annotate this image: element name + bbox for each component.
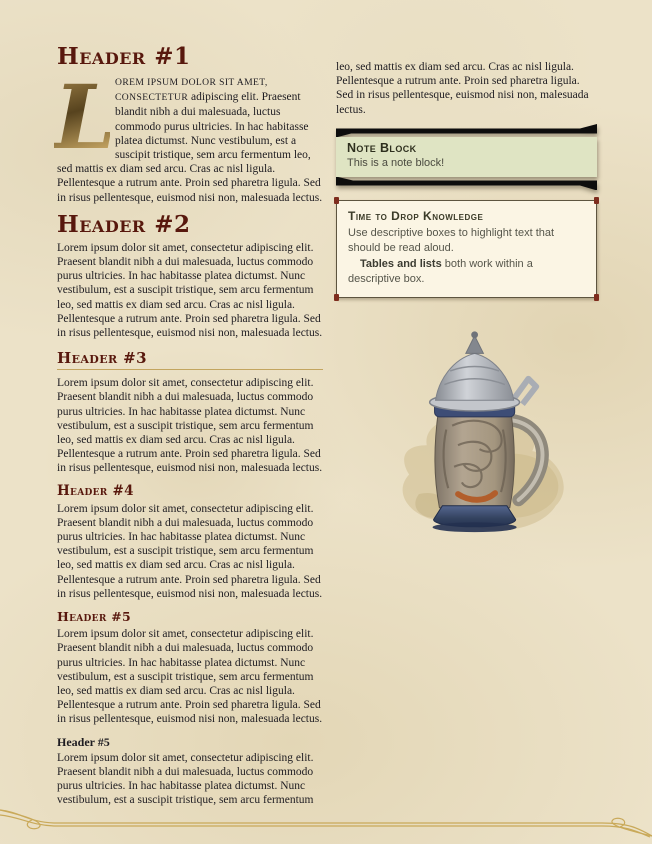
paragraph-5: Lorem ipsum dolor sit amet, consectetur adipiscing elit. Praesent blandit nibh a dui malesuada, luctus commodo purus ultricies. In hac habitasse platea dictumst. Nunc vestibulum, est a suscipit tristique, sem arcu fermentum leo, sed mattis ex diam sed arcu. Cras ac nisl ligula. Pellentesque a rutrum ante. Proin sed pharetra ligula. Sed in risus pellentesque, euismod nisi non, malesuada lectus. <box>57 628 323 726</box>
corner-dot-icon <box>334 294 339 301</box>
descriptive-box-line-2 <box>348 257 585 288</box>
stein-finial <box>466 336 484 354</box>
paragraph-continuation: leo, sed mattis ex diam sed arcu. Cras ac nisl ligula. Pellentesque a rutrum ante. Proin sed pharetra ligula. Sed in risus pellentesque, euismod nisi non, malesuada lectus. <box>336 61 589 116</box>
stein-body <box>435 410 514 508</box>
note-block-body: This is a note block! <box>347 156 445 169</box>
corner-dot-icon <box>594 294 599 301</box>
note-top-border <box>336 124 597 137</box>
paragraph-6-truncated: Lorem ipsum dolor sit amet, consectetur adipiscing elit. Praesent blandit nibh a dui malesuada, luctus commodo purus ultricies. In hac habitasse platea dictumst. Nunc vestibulum, est a suscipit tristique, sem arcu fermentum <box>57 751 314 807</box>
heading-6: Header #5 <box>57 734 110 749</box>
descriptive-box-line-2-rest: both work within a descriptive box. <box>348 257 533 286</box>
paragraph-1-text: adipiscing elit. Praesent blandit nibh a dui malesuada, luctus commodo purus ultricies. In hac habitasse platea dictumst. Nunc vestibulum, est a suscipit tristique, sem arcu fermentum leo, sed mattis ex diam sed arcu. Cras ac nisl ligula. Pellentesque a rutrum ante. Proin sed pharetra ligula. Sed in risus pellentesque, euismod nisi non, malesuada lectus. <box>57 91 323 204</box>
left-column <box>54 43 323 814</box>
paragraph-1-lead: OREM IPSUM DOLOR SIT AMET, CONSECTETUR <box>115 77 268 104</box>
paragraph-4: Lorem ipsum dolor sit amet, consectetur adipiscing elit. Praesent blandit nibh a dui malesuada, luctus commodo purus ultricies. In hac habitasse platea dictumst. Nunc vestibulum, est a suscipit tristique, sem arcu fermentum leo, sed mattis ex diam sed arcu. Cras ac nisl ligula. Pellentesque a rutrum ante. Proin sed pharetra ligula. Sed in risus pellentesque, euismod nisi non, malesuada lectus. <box>57 502 323 600</box>
note-block <box>336 124 597 190</box>
descriptive-box-line-1: Use descriptive boxes to highlight text that should be read aloud. <box>348 226 555 255</box>
heading-3: Header #3 <box>57 349 323 370</box>
corner-dot-icon <box>334 197 339 204</box>
drop-cap: L <box>54 65 116 169</box>
note-block-content <box>336 137 597 177</box>
stein-lid <box>436 353 514 400</box>
beer-stein-illustration <box>372 320 587 545</box>
paragraph-3: Lorem ipsum dolor sit amet, consectetur adipiscing elit. Praesent blandit nibh a dui malesuada, luctus commodo purus ultricies. In hac habitasse platea dictumst. Nunc vestibulum, est a suscipit tristique, sem arcu fermentum leo, sed mattis ex diam sed arcu. Cras ac nisl ligula. Pellentesque a rutrum ante. Proin sed pharetra ligula. Sed in risus pellentesque, euismod nisi non, malesuada lectus. <box>57 377 323 475</box>
descriptive-box-title: Time to Drop Knowledge <box>348 208 484 223</box>
corner-dot-icon <box>594 197 599 204</box>
note-bottom-border <box>336 177 597 190</box>
footer-flourish <box>0 808 652 838</box>
heading-5: Header #5 <box>57 609 132 625</box>
heading-4: Header #4 <box>57 482 134 499</box>
paragraph-1 <box>54 65 323 205</box>
heading-2: Header #2 <box>57 210 191 238</box>
descriptive-box-line-2-bold: Tables and lists <box>360 257 442 270</box>
beer-stein-image <box>372 320 587 545</box>
paragraph-2: Lorem ipsum dolor sit amet, consectetur adipiscing elit. Praesent blandit nibh a dui malesuada, luctus commodo purus ultricies. In hac habitasse platea dictumst. Nunc vestibulum, est a suscipit tristique, sem arcu fermentum leo, sed mattis ex diam sed arcu. Cras ac nisl ligula. Pellentesque a rutrum ante. Proin sed pharetra ligula. Sed in risus pellentesque, euismod nisi non, malesuada lectus. <box>57 241 323 340</box>
heading-1: Header #1 <box>57 43 191 70</box>
note-block-title: Note Block <box>347 140 417 155</box>
descriptive-box <box>336 200 597 298</box>
right-column <box>336 60 597 545</box>
